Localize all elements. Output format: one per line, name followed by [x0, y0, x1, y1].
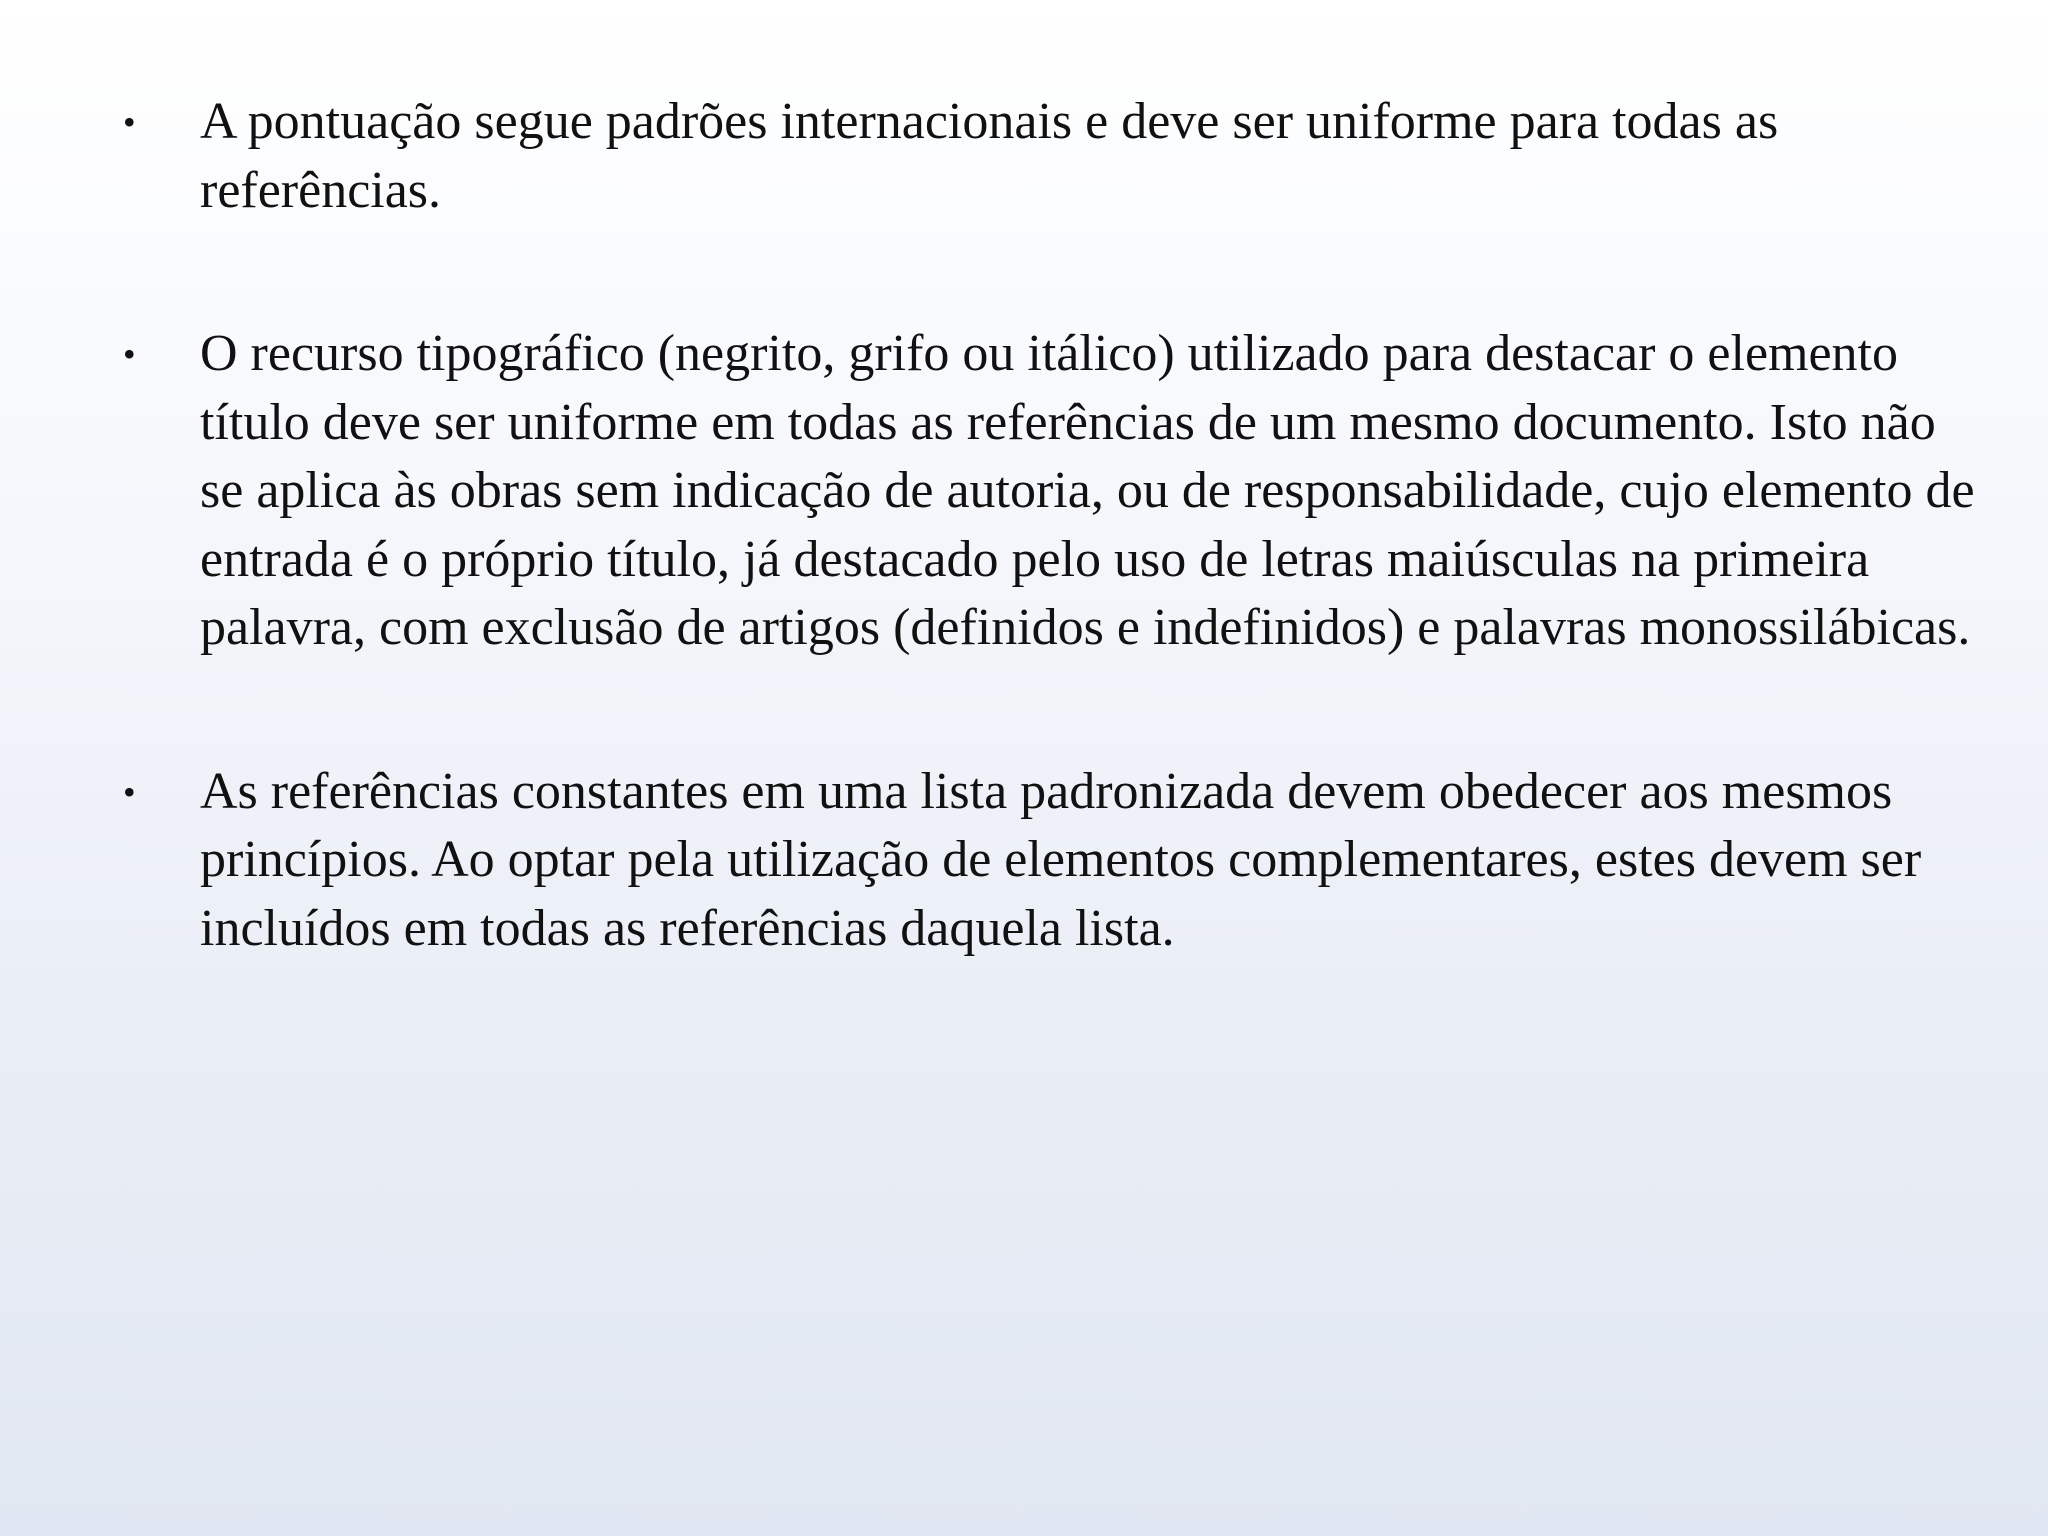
bullet-item-punctuation [0, 88, 2048, 225]
bullet-text: As referências constantes em uma lista padronizada devem obedecer aos mesmos princípios. Ao optar pela utilização de elementos complementares, estes devem ser incluídos em todas as referências daquela lista. [200, 762, 1922, 957]
bullet-list [0, 88, 2048, 963]
bullet-icon: • [123, 334, 136, 374]
bullet-icon: • [123, 771, 136, 812]
bullet-item-standardized-list [0, 758, 2048, 964]
bullet-text: O recurso tipográfico (negrito, grifo ou itálico) utilizado para destacar o elemento título deve ser uniforme em todas as referências de um mesmo documento. Isto não se aplica às obras sem indicação de autoria, ou de responsabilidade, cujo elemento de entrada é o próprio título, já destacado pelo uso de letras maiúsculas na primeira palavra, com exclusão de artigos (definidos e indefinidos) e palavras monossilábicas. [200, 325, 1975, 656]
bullet-text: A pontuação segue padrões internacionais e deve ser uniforme para todas as referências. [200, 93, 1779, 219]
bullet-icon: • [123, 102, 136, 142]
bullet-item-typography [0, 320, 2048, 663]
